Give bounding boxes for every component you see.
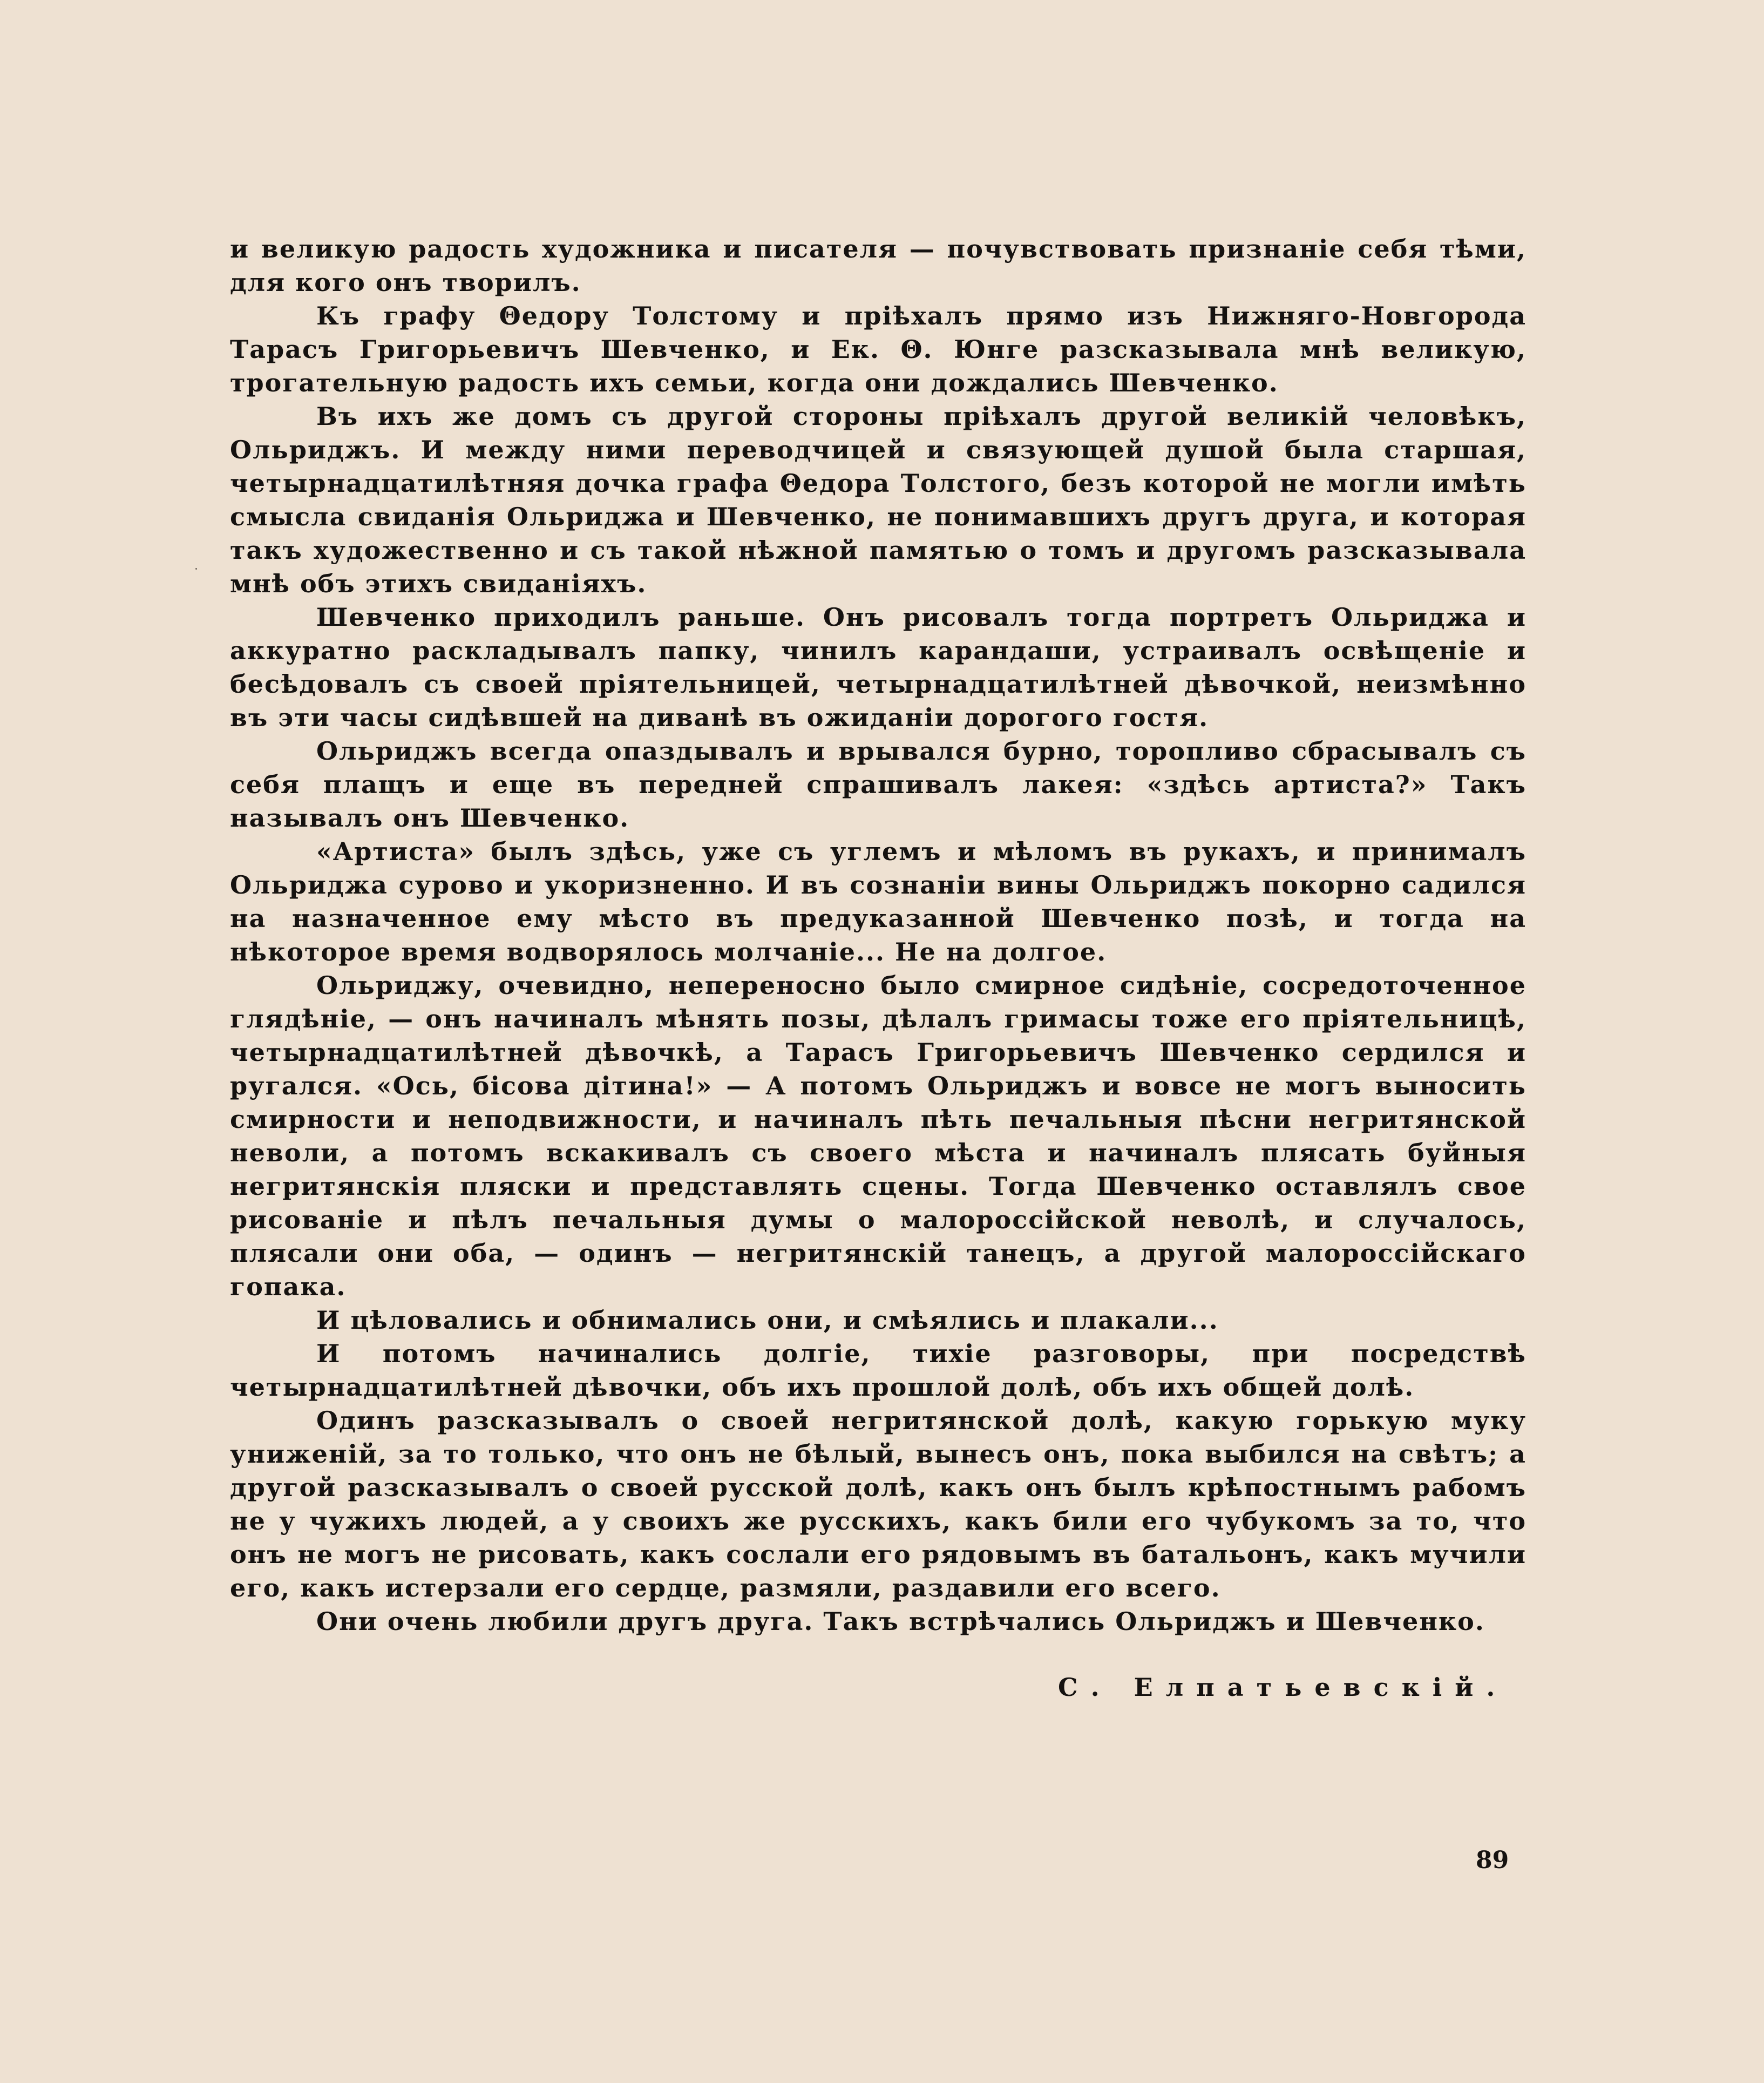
paragraph-6: «Артиста» былъ здѣсь, уже съ углемъ и мѣломъ въ рукахъ, и принималъ Ольриджа сурово и укоризненно. И въ сознаніи вины Ольриджъ покорно садился на назначенное ему мѣсто въ предуказанной Шевченко позѣ, и тогда на нѣкоторое время водворялось молчаніе... Не на долгое.	[230, 837, 1526, 966]
paragraph-2: Къ графу Θедору Толстому и пріѣхалъ прямо изъ Нижняго-Новгорода Тарасъ Григорьевичъ Шевченко, и Ек. Θ. Юнге разсказывала мнѣ великую, трогательную радость ихъ семьи, когда они дождались Шевченко.	[230, 301, 1526, 397]
paragraph-11: Они очень любили другъ друга. Такъ встрѣчались Ольриджъ и Шевченко.	[316, 1607, 1485, 1636]
page-number: 89	[1476, 1847, 1509, 1874]
paragraph-4: Шевченко приходилъ раньше. Онъ рисовалъ тогда портретъ Ольриджа и аккуратно раскладывалъ папку, чинилъ карандаши, устраивалъ освѣщеніе и бесѣдовалъ съ своей пріятельницей, четырнадцатилѣтней дѣвочкой, неизмѣнно въ эти часы сидѣвшей на диванѣ въ ожиданіи дорогого гостя.	[230, 603, 1526, 732]
paragraph-1: и великую радость художника и писателя — почувствовать признаніе себя тѣми, для кого онъ творилъ.	[230, 234, 1526, 297]
paragraph-3: Въ ихъ же домъ съ другой стороны пріѣхалъ другой великій человѣкъ, Ольриджъ. И между ними переводчицей и связующей душой была старшая, четырнадцатилѣтняя дочка графа Θедора Толстого, безъ которой не могли имѣть смысла свиданія Ольриджа и Шевченко, не понимавшихъ другъ друга, и которая такъ художественно и съ такой нѣжной памятью о томъ и другомъ разсказывала мнѣ объ этихъ свиданіяхъ.	[230, 402, 1526, 598]
author-signature: С. Елпатьевскій.	[1058, 1673, 1508, 1702]
body-text	[230, 232, 1526, 1638]
paragraph-7: Ольриджу, очевидно, непереносно было смирное сидѣніе, сосредоточенное глядѣніе, — онъ начиналъ мѣнять позы, дѣлалъ гримасы тоже его пріятельницѣ, четырнадцатилѣтней дѣвочкѣ, а Тарасъ Григорьевичъ Шевченко сердился и ругался. «Ось, бісова дітина!» — А потомъ Ольриджъ и вовсе не могъ выносить смирности и неподвижности, и начиналъ пѣть печальныя пѣсни негритянской неволи, а потомъ вскакивалъ съ своего мѣста и начиналъ плясать буйныя негритянскія пляски и представлять сцены. Тогда Шевченко оставлялъ свое рисованіе и пѣлъ печальныя думы о малороссійской неволѣ, и случалось, плясали они оба, — одинъ — негритянскій танецъ, а другой малороссійскаго гопака.	[230, 971, 1526, 1301]
paragraph-5: Ольриджъ всегда опаздывалъ и врывался бурно, торопливо сбрасывалъ съ себя плащъ и еще въ передней спрашивалъ лакея: «здѣсь артиста?» Такъ называлъ онъ Шевченко.	[230, 736, 1526, 833]
paper-speck	[195, 568, 197, 570]
paragraph-8: И цѣловались и обнимались они, и смѣялись и плакали...	[316, 1306, 1219, 1335]
paragraph-10: Одинъ разсказывалъ о своей негритянской долѣ, какую горькую муку униженій, за то только, что онъ не бѣлый, вынесъ онъ, пока выбился на свѣтъ; а другой разсказывалъ о своей русской долѣ, какъ онъ былъ крѣпостнымъ рабомъ не у чужихъ людей, а у своихъ же русскихъ, какъ били его чубукомъ за то, что онъ не могъ не рисовать, какъ сослали его рядовымъ въ батальонъ, какъ мучили его, какъ истерзали его сердце, размяли, раздавили его всего.	[230, 1406, 1526, 1602]
paragraph-9: И потомъ начинались долгіе, тихіе разговоры, при посредствѣ четырнадцатилѣтней дѣвочки, объ ихъ прошлой долѣ, объ ихъ общей долѣ.	[230, 1339, 1526, 1402]
